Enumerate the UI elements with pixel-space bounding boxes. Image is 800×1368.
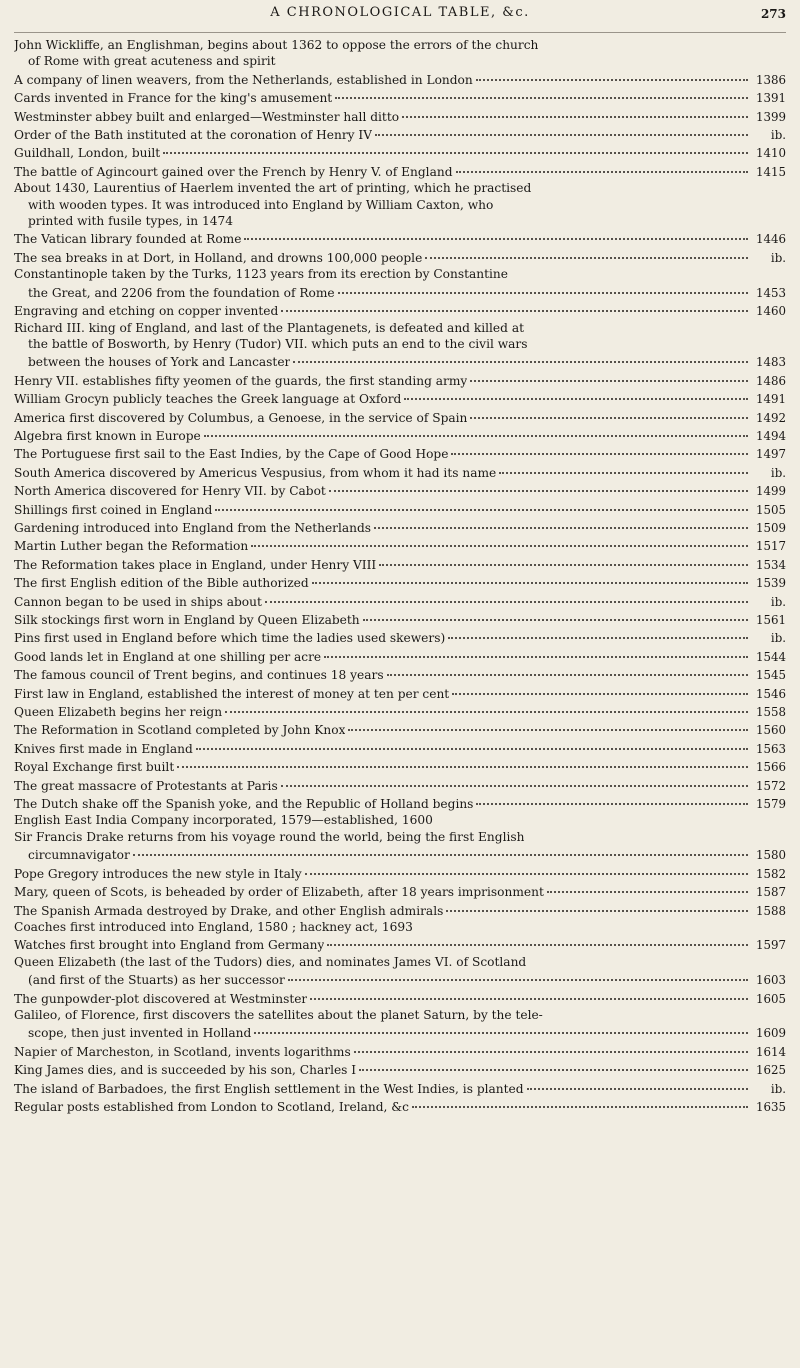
dot-leader <box>470 405 748 419</box>
dot-leader <box>387 662 748 676</box>
entry-year: 1545 <box>755 668 786 683</box>
dot-leader <box>448 625 748 639</box>
dot-leader <box>327 932 748 946</box>
dot-leader <box>547 879 748 893</box>
entry-text: Martin Luther began the Reformation <box>14 539 249 554</box>
entry-line <box>14 794 786 812</box>
entry-text: the Great, and 2206 from the foundation of Rome <box>28 285 335 300</box>
page-number: 273 <box>760 7 786 21</box>
dot-leader <box>446 898 748 912</box>
entry-text: John Wickliffe, an Englishman, begins about 1362 to oppose the errors of the church <box>14 38 539 52</box>
chronology-entry <box>14 901 786 919</box>
entry-year: 1399 <box>755 109 786 124</box>
chronology-entry <box>14 1097 786 1115</box>
dot-leader <box>265 589 748 603</box>
entry-year: 1609 <box>755 1026 786 1041</box>
entry-year: 1544 <box>755 649 786 664</box>
entry-year: 1415 <box>755 164 786 179</box>
entry-text: Mary, queen of Scots, is beheaded by order of Elizabeth, after 18 years imprisonment <box>14 885 544 900</box>
dot-leader <box>375 122 748 136</box>
entry-text: First law in England, established the interest of money at ten per cent <box>14 686 450 701</box>
entry-text: North America discovered for Henry VII. by Cabot <box>14 484 326 499</box>
entry-year: 1603 <box>755 973 786 988</box>
entry-text: Constantinople taken by the Turks, 1123 years from its erection by Constantine <box>14 267 508 282</box>
entry-line <box>14 301 786 319</box>
entry-year: 1561 <box>755 613 786 627</box>
entry-line <box>14 320 786 336</box>
chronology-entry <box>14 180 786 229</box>
dot-leader <box>476 791 748 805</box>
entry-text: Richard III. king of England, and last of the Plantagenets, is defeated and killed at <box>14 320 524 335</box>
entry-year: 1635 <box>755 1099 786 1114</box>
entry-year: 1582 <box>755 866 786 881</box>
dot-leader <box>133 842 748 856</box>
entry-text: Cannon began to be used in ships about <box>14 594 262 609</box>
entry-text: Pope Gregory introduces the new style in Italy <box>14 866 302 881</box>
entry-text: Queen Elizabeth (the last of the Tudors) dies, and nominates James VI. of Scotland <box>14 954 527 969</box>
entry-year: 1572 <box>755 778 786 793</box>
dot-leader <box>244 226 748 240</box>
dot-leader <box>335 85 748 99</box>
dot-leader <box>281 298 748 312</box>
entry-text: The great massacre of Protestants at Paris <box>14 778 278 793</box>
dot-leader <box>225 699 748 713</box>
chronology-entry <box>14 301 786 319</box>
entry-text: Coaches first introduced into England, 1580 ; hackney act, 1693 <box>14 919 413 934</box>
entry-line <box>14 812 786 828</box>
entry-text: Westminster abbey built and enlarged—Westminster hall ditto <box>14 109 400 124</box>
dot-leader <box>374 515 748 529</box>
dot-leader <box>254 1020 748 1034</box>
entry-line <box>14 1097 786 1115</box>
entry-year: ib. <box>770 128 786 143</box>
dot-leader <box>312 570 748 584</box>
entry-year: 1460 <box>755 304 786 319</box>
entry-year: 1391 <box>755 91 786 106</box>
dot-leader <box>425 245 748 259</box>
dot-leader <box>251 533 748 547</box>
entry-year: 1517 <box>755 539 786 554</box>
entry-year: 1587 <box>755 885 786 900</box>
entry-text: Sir Francis Drake returns from his voyage round the world, being the first English <box>14 829 525 844</box>
entry-year: 1483 <box>755 355 786 370</box>
entry-year: 1566 <box>755 760 786 775</box>
dot-leader <box>456 159 749 173</box>
dot-leader <box>348 717 748 731</box>
entry-year: 1509 <box>755 520 786 535</box>
chronology-entry <box>14 829 786 864</box>
dot-leader <box>404 386 748 400</box>
dot-leader <box>305 861 748 875</box>
entry-text: The sea breaks in at Dort, in Holland, and drowns 100,000 people <box>14 250 423 265</box>
entry-text: South America discovered by Americus Vespusius, from whom it had its name <box>14 465 497 480</box>
entry-text: A company of linen weavers, from the Netherlands, established in London <box>14 72 473 87</box>
entry-text: circumnavigator <box>28 848 130 863</box>
chronology-entry <box>14 162 786 180</box>
running-head <box>14 2 786 33</box>
dot-leader <box>177 754 748 768</box>
dot-leader <box>163 140 748 154</box>
entry-text: The Portuguese first sail to the East Indies, by the Cape of Good Hope <box>14 447 449 462</box>
entry-text: Royal Exchange first built <box>14 760 175 775</box>
dot-leader <box>452 681 748 695</box>
entry-year: 1492 <box>755 410 786 425</box>
dot-leader <box>527 1076 748 1090</box>
chronology-entry <box>14 812 786 828</box>
entry-text: Cards invented in France for the king's amusement <box>14 91 333 106</box>
dot-leader <box>310 986 748 1000</box>
entry-text: of Rome with great acuteness and spirit <box>28 54 276 69</box>
dot-leader <box>379 552 748 566</box>
entry-text: The famous council of Trent begins, and continues 18 years <box>14 668 384 683</box>
entry-year: 1410 <box>755 146 786 161</box>
entry-text: Regular posts established from London to Scotland, Ireland, &c <box>14 1099 409 1114</box>
entry-text: Order of the Bath instituted at the coronation of Henry IV <box>14 128 373 143</box>
dot-leader <box>470 368 748 382</box>
entry-year: 1560 <box>755 723 786 738</box>
entry-year: ib. <box>770 1081 786 1096</box>
entry-text: Silk stockings first worn in England by Queen Elizabeth <box>14 613 360 627</box>
entry-text: with wooden types. It was introduced into England by William Caxton, who <box>28 197 494 212</box>
chronology-entry <box>14 248 786 266</box>
entry-text: Queen Elizabeth begins her reign <box>14 705 223 720</box>
entry-text: Pins first used in England before which time the ladies used skewers) <box>14 631 446 646</box>
entry-text: The Reformation takes place in England, under Henry VIII <box>14 557 377 572</box>
entry-year: 1597 <box>755 938 786 953</box>
entry-text: The first English edition of the Bible authorized <box>14 576 309 591</box>
entry-year: 1446 <box>755 232 786 247</box>
entry-line <box>14 248 786 266</box>
entry-text: The Vatican library founded at Rome <box>14 232 242 247</box>
entry-text: between the houses of York and Lancaster <box>28 355 291 370</box>
dot-leader <box>451 441 748 455</box>
dot-leader <box>338 280 748 294</box>
entry-text: About 1430, Laurentius of Haerlem invented the art of printing, which he practised <box>14 181 532 196</box>
entry-line <box>14 162 786 180</box>
entry-year: 1558 <box>755 705 786 720</box>
dot-leader <box>412 1094 748 1108</box>
entry-text: Good lands let in England at one shilling per acre <box>14 649 322 664</box>
entry-line <box>14 197 786 213</box>
entry-text: the battle of Bosworth, by Henry (Tudor) VII. which puts an end to the civil wars <box>28 336 528 351</box>
entry-year: 1497 <box>755 447 786 462</box>
entry-year: 1605 <box>755 991 786 1006</box>
entry-text: The Reformation in Scotland completed by John Knox <box>14 723 346 738</box>
entry-text: Algebra first known in Europe <box>14 428 201 443</box>
running-title: A CHRONOLOGICAL TABLE, &c. <box>270 5 530 20</box>
entry-year: 1505 <box>755 502 786 517</box>
entry-text: Guildhall, London, built <box>14 146 161 161</box>
chronology-entry <box>14 794 786 812</box>
dot-leader <box>329 478 748 492</box>
entry-year: ib. <box>770 594 786 609</box>
entry-text: Galileo, of Florence, first discovers the satellites about the planet Saturn, by the tele- <box>14 1007 543 1022</box>
entry-text: Shillings first coined in England <box>14 502 213 517</box>
entry-text: The battle of Agincourt gained over the French by Henry V. of England <box>14 164 453 179</box>
dot-leader <box>359 1057 748 1071</box>
entry-line <box>14 901 786 919</box>
dot-leader <box>363 607 748 621</box>
entry-text: America first discovered by Columbus, a Genoese, in the service of Spain <box>14 410 468 425</box>
entry-year: 1534 <box>755 557 786 572</box>
entry-text: Napier of Marcheston, in Scotland, invents logarithms <box>14 1044 351 1059</box>
entry-text: printed with fusile types, in 1474 <box>28 214 234 229</box>
entry-year: 1614 <box>755 1044 786 1059</box>
entry-year: 1539 <box>755 576 786 591</box>
entry-year: ib. <box>770 250 786 265</box>
entry-text: The island of Barbadoes, the first English settlement in the West Indies, is planted <box>14 1081 524 1096</box>
entry-text: The Dutch shake off the Spanish yoke, and the Republic of Holland begins <box>14 797 474 812</box>
chronology-entry <box>14 37 786 70</box>
entry-year: 1453 <box>755 285 786 300</box>
entry-text: Gardening introduced into England from the Netherlands <box>14 520 372 535</box>
entry-text: Henry VII. establishes fifty yeomen of the guards, the first standing army <box>14 373 468 388</box>
entry-text: English East India Company incorporated, 1579—established, 1600 <box>14 813 433 828</box>
entry-text: Watches first brought into England from Germany <box>14 938 325 953</box>
entry-text: Engraving and etching on copper invented <box>14 304 279 319</box>
dot-leader <box>354 1039 748 1053</box>
entry-text: The gunpowder-plot discovered at Westminster <box>14 991 308 1006</box>
chronology-entry <box>14 1007 786 1042</box>
dot-leader <box>281 773 748 787</box>
entry-text: (and first of the Stuarts) as her successor <box>28 973 285 988</box>
dot-leader <box>196 736 748 750</box>
chronology-entry <box>14 954 786 989</box>
chronology-entry <box>14 266 786 301</box>
entry-year: 1491 <box>755 392 786 407</box>
entry-year: 1546 <box>755 686 786 701</box>
dot-leader <box>204 423 748 437</box>
entry-text: The Spanish Armada destroyed by Drake, and other English admirals <box>14 903 444 918</box>
entry-line <box>14 180 786 196</box>
dot-leader <box>215 497 748 511</box>
dot-leader <box>402 104 748 118</box>
entry-year: 1588 <box>755 903 786 918</box>
entry-year: 1579 <box>755 797 786 812</box>
dot-leader <box>324 644 748 658</box>
entry-line <box>14 989 786 1007</box>
chronology-entries <box>14 37 786 1115</box>
entry-text: William Grocyn publicly teaches the Greek language at Oxford <box>14 392 402 407</box>
entry-year: 1494 <box>755 428 786 443</box>
chronology-entry <box>14 935 786 953</box>
entry-text: scope, then just invented in Holland <box>28 1026 252 1041</box>
chronology-entry <box>14 320 786 371</box>
entry-year: 1386 <box>755 72 786 87</box>
entry-text: Knives first made in England <box>14 741 193 756</box>
entry-text: King James dies, and is succeeded by his son, Charles I <box>14 1063 357 1078</box>
entry-year: ib. <box>770 465 786 480</box>
entry-year: 1625 <box>755 1063 786 1078</box>
chronology-entry <box>14 989 786 1007</box>
entry-year: 1580 <box>755 848 786 863</box>
dot-leader <box>499 460 748 474</box>
entry-year: 1563 <box>755 741 786 756</box>
entry-line <box>14 935 786 953</box>
entry-year: 1486 <box>755 373 786 388</box>
dot-leader <box>293 349 748 363</box>
entry-year: ib. <box>770 631 786 646</box>
entry-line <box>14 37 786 53</box>
dot-leader <box>288 967 748 981</box>
dot-leader <box>476 67 748 81</box>
entry-year: 1499 <box>755 484 786 499</box>
